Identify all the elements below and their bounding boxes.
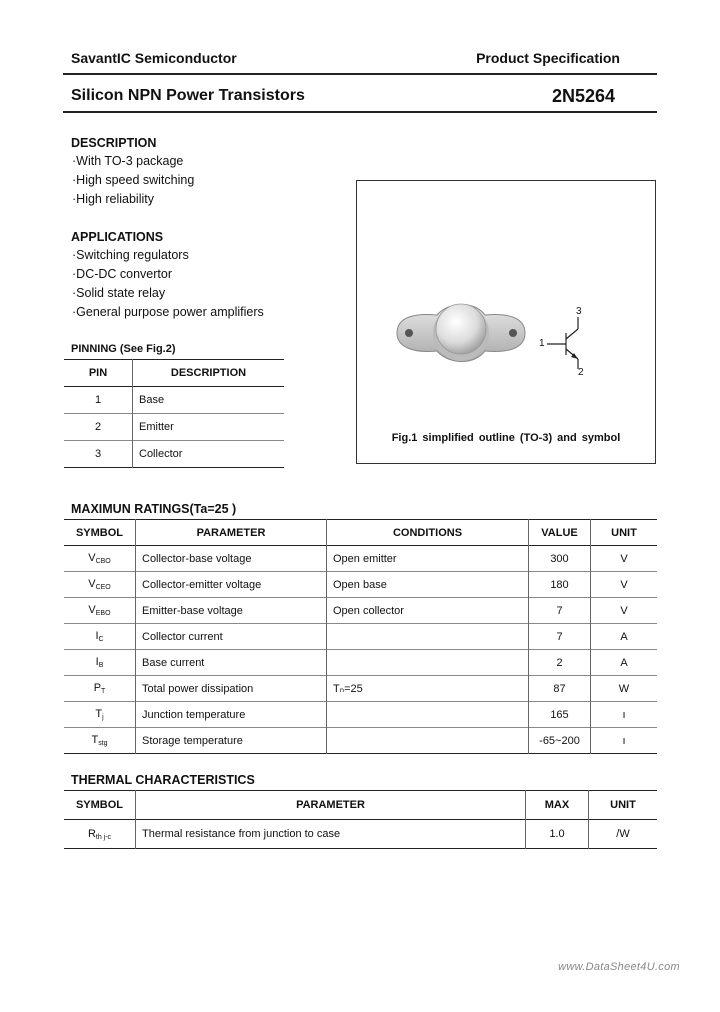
symbol-cell: $I_C$	[95, 630, 104, 643]
col-symbol: SYMBOL	[75, 526, 124, 539]
col-conditions: CONDITIONS	[327, 520, 529, 546]
parameter-cell: Thermal resistance from junction to case	[136, 820, 526, 849]
symbol-cell: $V_{EBO}$	[88, 604, 111, 617]
header-rule-top	[63, 73, 657, 75]
col-pin: PIN	[64, 360, 133, 387]
unit-cell: V	[591, 572, 658, 598]
symbol-cell: $T_{stg}$	[91, 734, 108, 747]
part-number: 2N5264	[552, 86, 616, 106]
pin-description: Collector	[139, 448, 183, 460]
pin-description: Emitter	[139, 421, 174, 433]
unit-cell: A	[591, 624, 658, 650]
symbol-pin-base-label: 1	[539, 338, 545, 349]
table-row	[64, 441, 284, 468]
table-header-row	[64, 360, 284, 387]
conditions-cell: Open base	[327, 572, 529, 598]
conditions-cell	[327, 650, 529, 676]
pin-number: 2	[64, 414, 133, 441]
table-row	[64, 702, 657, 728]
table-row	[64, 820, 657, 849]
pin-number: 3	[64, 441, 133, 468]
unit-cell: /W	[589, 820, 658, 849]
conditions-cell	[327, 702, 529, 728]
to3-package-drawing	[357, 181, 655, 421]
unit-cell: A	[591, 650, 658, 676]
parameter-cell: Collector-emitter voltage	[136, 572, 327, 598]
unit-cell: V	[591, 546, 658, 572]
applications-heading: APPLICATIONS	[71, 230, 164, 244]
list-item: ·General purpose power amplifiers	[72, 305, 264, 319]
col-value: VALUE	[529, 520, 591, 546]
max-cell: 1.0	[526, 820, 589, 849]
parameter-cell: Junction temperature	[136, 702, 327, 728]
description-list	[72, 152, 194, 209]
max-ratings-table	[64, 519, 657, 754]
spec-label: Product Specification	[476, 50, 620, 66]
table-row	[64, 572, 657, 598]
symbol-pin-emitter-label: 2	[578, 367, 584, 378]
list-item: ·DC-DC convertor	[72, 267, 173, 281]
value-cell: 165	[529, 702, 591, 728]
symbol-pin-collector-label: 3	[576, 306, 582, 317]
parameter-cell: Storage temperature	[136, 728, 327, 754]
col-symbol: SYMBOL	[75, 799, 124, 811]
npn-transistor-symbol	[547, 317, 578, 369]
conditions-cell: Open collector	[327, 598, 529, 624]
table-row	[64, 676, 657, 702]
unit-cell: W	[591, 676, 658, 702]
company-name: SavantIC Semiconductor	[71, 50, 237, 66]
value-cell: 7	[529, 624, 591, 650]
parameter-cell: Emitter-base voltage	[136, 598, 327, 624]
unit-cell: ı	[591, 728, 658, 754]
symbol-cell: $P_T$	[93, 682, 106, 695]
table-header-row	[64, 520, 657, 546]
list-item: ·High reliability	[72, 192, 154, 206]
table-row	[64, 546, 657, 572]
parameter-cell: Total power dissipation	[136, 676, 327, 702]
symbol-cell: $R_{th j-c}$	[87, 827, 112, 841]
watermark: www.DataSheet4U.com	[558, 961, 680, 973]
thermal-table	[64, 790, 657, 849]
value-cell: 300	[529, 546, 591, 572]
col-max: MAX	[526, 791, 589, 820]
unit-cell: V	[591, 598, 658, 624]
symbol-cell: $V_{CEO}$	[88, 578, 111, 591]
list-item: ·Switching regulators	[72, 248, 189, 262]
document-title: Silicon NPN Power Transistors	[71, 87, 305, 104]
applications-list	[72, 246, 264, 322]
table-row	[64, 414, 284, 441]
table-row	[64, 598, 657, 624]
table-row	[64, 387, 284, 414]
table-row	[64, 624, 657, 650]
symbol-cell: $I_B$	[95, 656, 104, 669]
value-cell: 7	[529, 598, 591, 624]
pinning-table	[64, 359, 284, 468]
figure-box	[356, 180, 656, 464]
description-heading: DESCRIPTION	[71, 136, 157, 150]
symbol-cell: $V_{CBO}$	[88, 552, 111, 565]
table-row	[64, 728, 657, 754]
col-unit: UNIT	[589, 791, 658, 820]
conditions-cell: Open emitter	[327, 546, 529, 572]
value-cell: -65~200	[529, 728, 591, 754]
table-header-row	[64, 791, 657, 820]
value-cell: 180	[529, 572, 591, 598]
symbol-cell: $T_j$	[95, 708, 104, 721]
max-ratings-heading: MAXIMUN RATINGS(Ta=25 )	[71, 502, 237, 516]
list-item: ·With TO-3 package	[72, 154, 184, 168]
conditions-cell: Tₙ=25	[327, 676, 529, 702]
conditions-cell	[327, 728, 529, 754]
parameter-cell: Base current	[136, 650, 327, 676]
col-parameter: PARAMETER	[136, 791, 526, 820]
pin-number: 1	[64, 387, 133, 414]
col-unit: UNIT	[591, 520, 658, 546]
col-description: DESCRIPTION	[170, 367, 247, 379]
unit-cell: ı	[591, 702, 658, 728]
pin-description: Base	[139, 394, 165, 406]
header-rule-bottom	[63, 111, 657, 113]
pinning-heading: PINNING (See Fig.2)	[71, 343, 176, 355]
parameter-cell: Collector current	[136, 624, 327, 650]
value-cell: 87	[529, 676, 591, 702]
list-item: ·Solid state relay	[72, 286, 166, 300]
conditions-cell	[327, 624, 529, 650]
list-item: ·High speed switching	[72, 173, 195, 187]
value-cell: 2	[529, 650, 591, 676]
col-parameter: PARAMETER	[136, 520, 327, 546]
table-row	[64, 650, 657, 676]
thermal-heading: THERMAL CHARACTERISTICS	[71, 773, 255, 787]
figure-caption: Fig.1 simplified outline (TO-3) and symbol	[391, 432, 621, 444]
parameter-cell: Collector-base voltage	[136, 546, 327, 572]
